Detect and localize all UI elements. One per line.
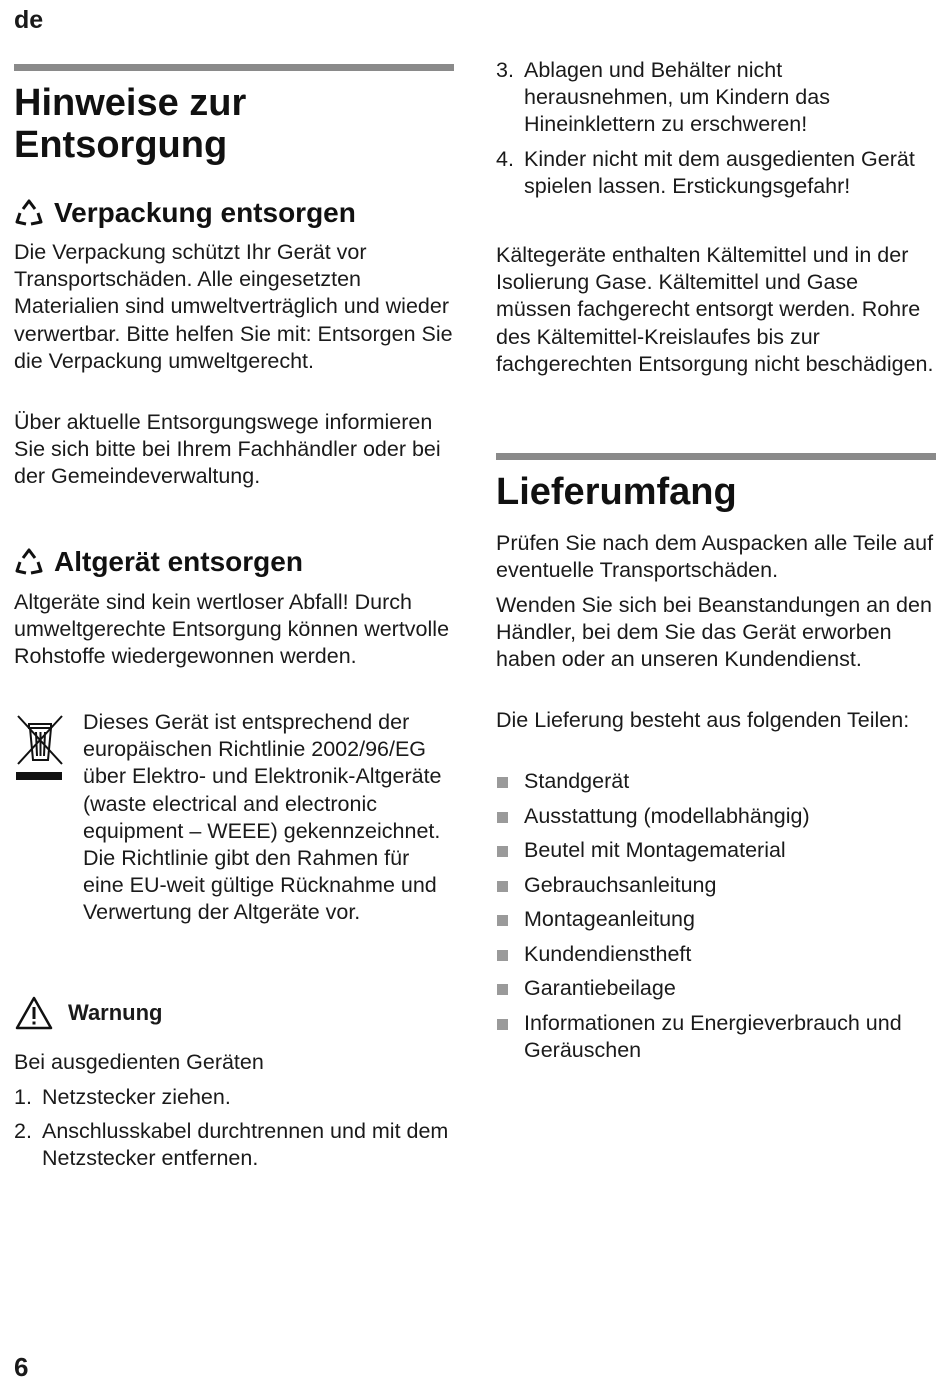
bullet-square-icon [497, 1019, 508, 1030]
step-text: Netzstecker ziehen. [42, 1085, 231, 1109]
list-item [496, 941, 936, 968]
list-item-text: Informationen zu Energieverbrauch und Geräuschen [524, 1010, 902, 1062]
heading-packaging-text: Verpackung entsorgen [54, 197, 356, 228]
step-number: 2. [14, 1119, 32, 1144]
delivery-paragraph-2: Wenden Sie sich bei Beanstandungen an den Händler, bei dem Sie das Gerät erworben haben oder an unseren Kundendienst. [496, 593, 932, 672]
warning-heading [14, 995, 163, 1031]
old-device-paragraph: Altgeräte sind kein wertloser Abfall! Durch umweltgerechte Entsorgung können wertvolle Rohstoffe wiedergewonnen werden. [14, 590, 450, 669]
warning-label: Warnung [68, 1000, 163, 1025]
list-item-text: Beutel mit Montagematerial [524, 838, 786, 862]
title-line-2: Entsorgung [14, 124, 228, 166]
list-item-text: Kundendienstheft [524, 941, 692, 966]
step-item [496, 146, 916, 200]
bullet-square-icon [497, 881, 508, 892]
refrigerant-note: Kältegeräte enthalten Kältemittel und in der Isolierung Gase. Kältemittel und Gase müssen fachgerecht entsorgt werden. Rohre des Kältemittel-Kreislaufes bis zur fachgerechten Entsorgung nicht beschädigen. [496, 243, 934, 376]
section-rule [14, 64, 454, 71]
page-number: 6 [14, 1352, 29, 1382]
packaging-paragraph-2: Über aktuelle Entsorgungswege informieren Sie sich bitte bei Ihrem Fachhändler oder bei der Gemeindeverwaltung. [14, 410, 441, 489]
warning-steps-left [14, 1084, 454, 1173]
delivery-paragraph-3: Die Lieferung besteht aus folgenden Teilen: [496, 708, 910, 732]
list-item [496, 837, 936, 864]
delivery-items-list [496, 768, 936, 1071]
section-title-disposal [14, 82, 246, 166]
list-item-text: Ausstattung (modellabhängig) [524, 803, 810, 828]
step-item [14, 1084, 454, 1111]
list-item [496, 872, 936, 899]
bullet-square-icon [497, 777, 508, 788]
bullet-square-icon [497, 950, 508, 961]
step-number: 1. [14, 1085, 32, 1109]
warning-steps-right [496, 57, 916, 200]
title-line-1: Hinweise zur [14, 82, 247, 124]
delivery-paragraph-1: Prüfen Sie nach dem Auspacken alle Teile auf eventuelle Transportschäden. [496, 531, 934, 583]
heading-old-device-text: Altgerät entsorgen [54, 546, 303, 577]
bullet-square-icon [497, 812, 508, 823]
step-item [14, 1118, 454, 1172]
step-number: 3. [496, 58, 514, 82]
step-text: Ablagen und Behälter nicht herausnehmen, um Kindern das Hineinklettern zu erschweren! [524, 58, 830, 137]
step-text: Anschlusskabel durchtrennen und mit dem Netzstecker entfernen. [42, 1119, 449, 1171]
warning-intro: Bei ausgedienten Geräten [14, 1050, 264, 1074]
list-item [496, 1010, 936, 1064]
packaging-paragraph-1: Die Verpackung schützt Ihr Gerät vor Transportschäden. Alle eingesetzten Materialien sind umweltverträglich und wieder verwertbar. Bitte helfen Sie mit: Entsorgen Sie die Verpackung umweltgerecht. [14, 240, 453, 373]
weee-paragraph: Dieses Gerät ist entsprechend der europäischen Richtlinie 2002/96/EG über Elektro- und Elektronik-Altgeräte (waste electrical and electronic equipment – WEEE) gekennzeichnet. Die Richtlinie gibt den Rahmen für eine EU-weit gültige Rücknahme und Verwertung der Altgeräte vor. [83, 710, 442, 925]
list-item-text: Garantiebeilage [524, 976, 676, 1000]
section-rule [496, 453, 936, 460]
bullet-square-icon [497, 846, 508, 857]
recycle-icon [14, 547, 44, 577]
step-item [496, 57, 916, 139]
bullet-square-icon [497, 984, 508, 995]
recycle-icon [14, 198, 44, 228]
list-item-text: Standgerät [524, 769, 630, 793]
warning-triangle-icon [14, 995, 54, 1031]
crossed-out-bin-icon [14, 712, 66, 784]
step-text: Kinder nicht mit dem ausgedienten Gerät spielen lassen. Erstickungsgefahr! [524, 146, 915, 198]
list-item [496, 975, 936, 1002]
section-title-delivery: Lieferumfang [496, 471, 737, 513]
bullet-square-icon [497, 915, 508, 926]
list-item [496, 906, 936, 933]
heading-old-device [14, 546, 303, 578]
heading-packaging [14, 197, 356, 229]
step-number: 4. [496, 146, 514, 171]
list-item-text: Gebrauchsanleitung [524, 872, 717, 897]
list-item-text: Montageanleitung [524, 907, 695, 931]
list-item [496, 803, 936, 830]
language-code: de [14, 6, 44, 34]
list-item [496, 768, 936, 795]
